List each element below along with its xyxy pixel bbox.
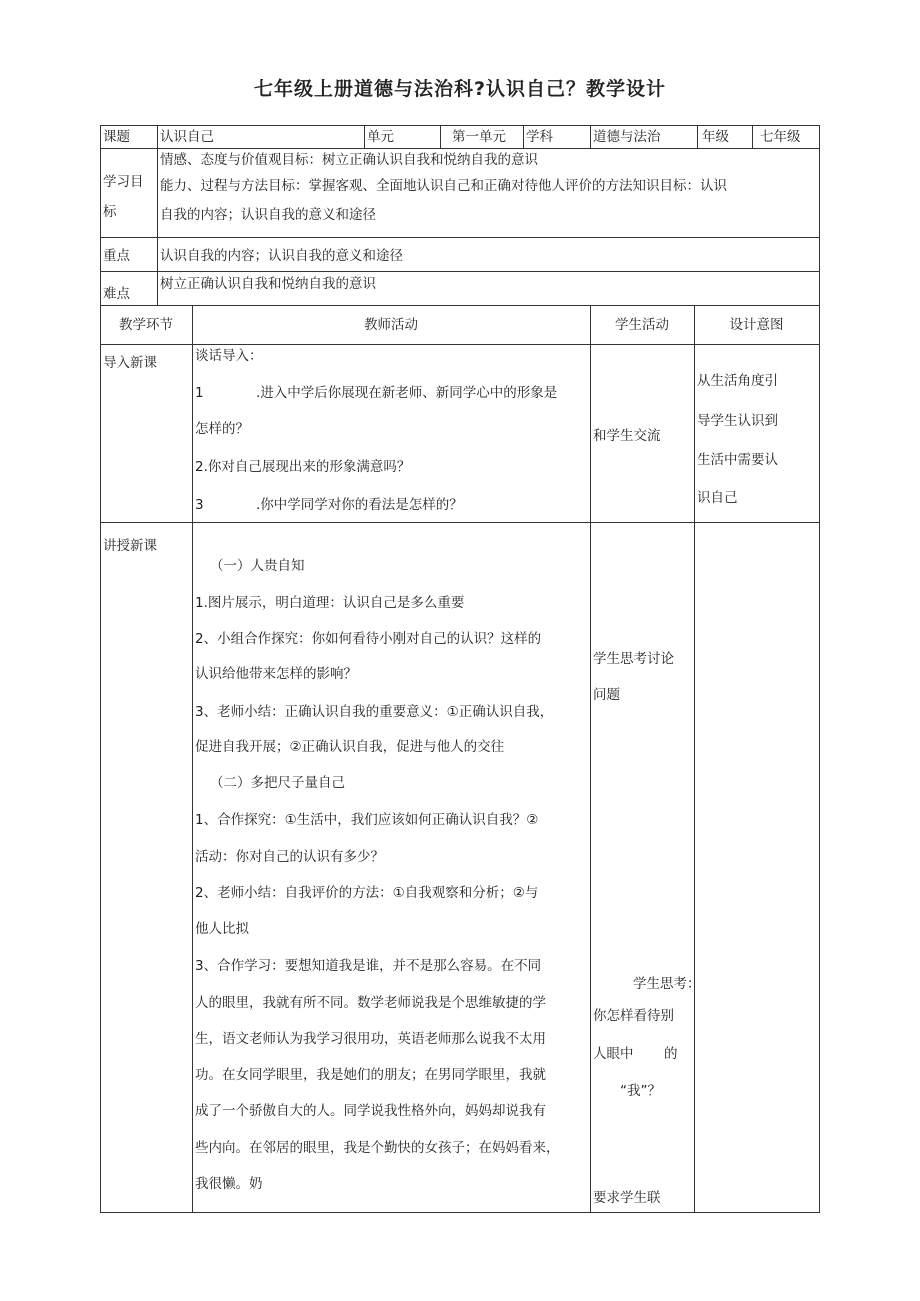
- unit-label: 单元: [367, 129, 394, 145]
- lecture-student-line: “我”？: [620, 1083, 661, 1099]
- unit-value: 第一单元: [452, 129, 506, 145]
- lecture-teacher-line: （一）人贵自知: [210, 558, 305, 574]
- lecture-teacher-line: 3、老师小结：正确认识自我的重要意义：①正确认识自我，: [195, 704, 554, 720]
- lecture-teacher-line: 2、小组合作探究：你如何看待小刚对自己的认识？这样的: [195, 631, 542, 647]
- lecture-teacher-line: 活动：你对自己的认识有多少？: [195, 849, 384, 865]
- lecture-teacher-line: 认识给他带来怎样的影响？: [195, 666, 357, 682]
- intro-teacher-line: 1: [195, 385, 204, 401]
- key-point-text: 认识自我的内容；认识自我的意义和途径: [160, 248, 403, 264]
- intro-step: 导入新课: [103, 355, 157, 371]
- lecture-teacher-line: 他人比拟: [195, 921, 249, 937]
- goal-line: 自我的内容；认识自我的意义和途径: [160, 207, 376, 223]
- subject-label: 学科: [526, 129, 553, 145]
- lecture-teacher-line: 1.图片展示，明白道理：认识自己是多么重要: [195, 595, 465, 611]
- intro-intent-line: 从生活角度引: [697, 373, 778, 389]
- lecture-teacher-line: 功。在女同学眼里，我是她们的朋友；在男同学眼里，我就: [195, 1067, 546, 1083]
- lecture-student-line: 的: [664, 1046, 678, 1062]
- lecture-student-line: 你怎样看待别: [593, 1008, 674, 1024]
- intro-teacher-line: 2.你对自己展现出来的形象满意吗？: [195, 459, 411, 475]
- lecture-teacher-line: 人的眼里，我就有所不同。数学老师说我是个思维敏捷的学: [195, 995, 546, 1011]
- difficulty-text: 树立正确认识自我和悦纳自我的意识: [160, 276, 376, 292]
- lecture-teacher-line: 我很懒。奶: [195, 1176, 263, 1192]
- topic-value: 认识自己: [160, 129, 214, 145]
- goals-label: 学习目: [103, 174, 144, 190]
- col-intent-header: 设计意图: [729, 317, 784, 333]
- intro-teacher-line: 谈话导入：: [195, 348, 263, 364]
- lecture-teacher-line: （二）多把尺子量自己: [210, 775, 345, 791]
- lecture-teacher-line: 3、合作学习：要想知道我是谁，并不是那么容易。在不同: [195, 958, 542, 974]
- intro-teacher-line: .你中学同学对你的看法是怎样的？: [256, 497, 463, 513]
- lecture-teacher-line: 生，语文老师认为我学习很用功，英语老师那么说我不太用: [195, 1031, 546, 1047]
- topic-label: 课题: [103, 129, 130, 145]
- lecture-student-line: 人眼中: [593, 1046, 634, 1062]
- intro-intent-line: 导学生认识到: [697, 413, 778, 429]
- goal-line: 情感、态度与价值观目标：树立正确认识自我和悦纳自我的意识: [160, 152, 538, 168]
- grade-value: 七年级: [760, 129, 801, 145]
- lecture-student-line: 问题: [593, 687, 620, 703]
- intro-teacher-line: 3: [195, 497, 204, 513]
- lecture-teacher-line: 些内向。在邻居的眼里，我是个勤快的女孩子；在妈妈看来，: [195, 1140, 560, 1156]
- lecture-teacher-line: 促进自我开展；②正确认识自我，促进与他人的交往: [195, 739, 505, 755]
- key-point-label: 重点: [103, 248, 130, 264]
- intro-teacher-line: .进入中学后你展现在新老师、新同学心中的形象是: [256, 385, 558, 401]
- subject-value: 道德与法治: [593, 129, 661, 145]
- col-teacher-header: 教师活动: [364, 317, 418, 333]
- goal-line: 能力、过程与方法目标：掌握客观、全面地认识自己和正确对待他人评价的方法知识目标：认识: [160, 178, 727, 194]
- col-student-header: 学生活动: [615, 317, 669, 333]
- lecture-teacher-line: 2、老师小结：自我评价的方法：①自我观察和分析；②与: [195, 885, 539, 901]
- lecture-teacher-line: 1、合作探究：①生活中，我们应该如何正确认识自我？②: [195, 812, 539, 828]
- intro-student-activity: 和学生交流: [593, 428, 661, 444]
- document-title: 七年级上册道德与法治科?认识自己？教学设计: [253, 78, 667, 100]
- grade-label: 年级: [702, 129, 729, 145]
- lecture-teacher-line: 成了一个骄傲自大的人。同学说我性格外向，妈妈却说我有: [195, 1103, 546, 1119]
- lecture-step: 讲授新课: [103, 538, 157, 554]
- lecture-student-line: 要求学生联: [593, 1190, 661, 1206]
- col-step-header: 教学环节: [119, 317, 173, 333]
- difficulty-label: 难点: [103, 286, 130, 302]
- lecture-student-line: 学生思考：: [633, 976, 701, 992]
- lecture-student-line: 学生思考讨论: [593, 651, 674, 667]
- intro-intent-line: 识自己: [697, 490, 738, 506]
- goals-label-2: 标: [103, 204, 117, 220]
- intro-intent-line: 生活中需要认: [697, 452, 778, 468]
- intro-teacher-line: 怎样的？: [195, 421, 249, 437]
